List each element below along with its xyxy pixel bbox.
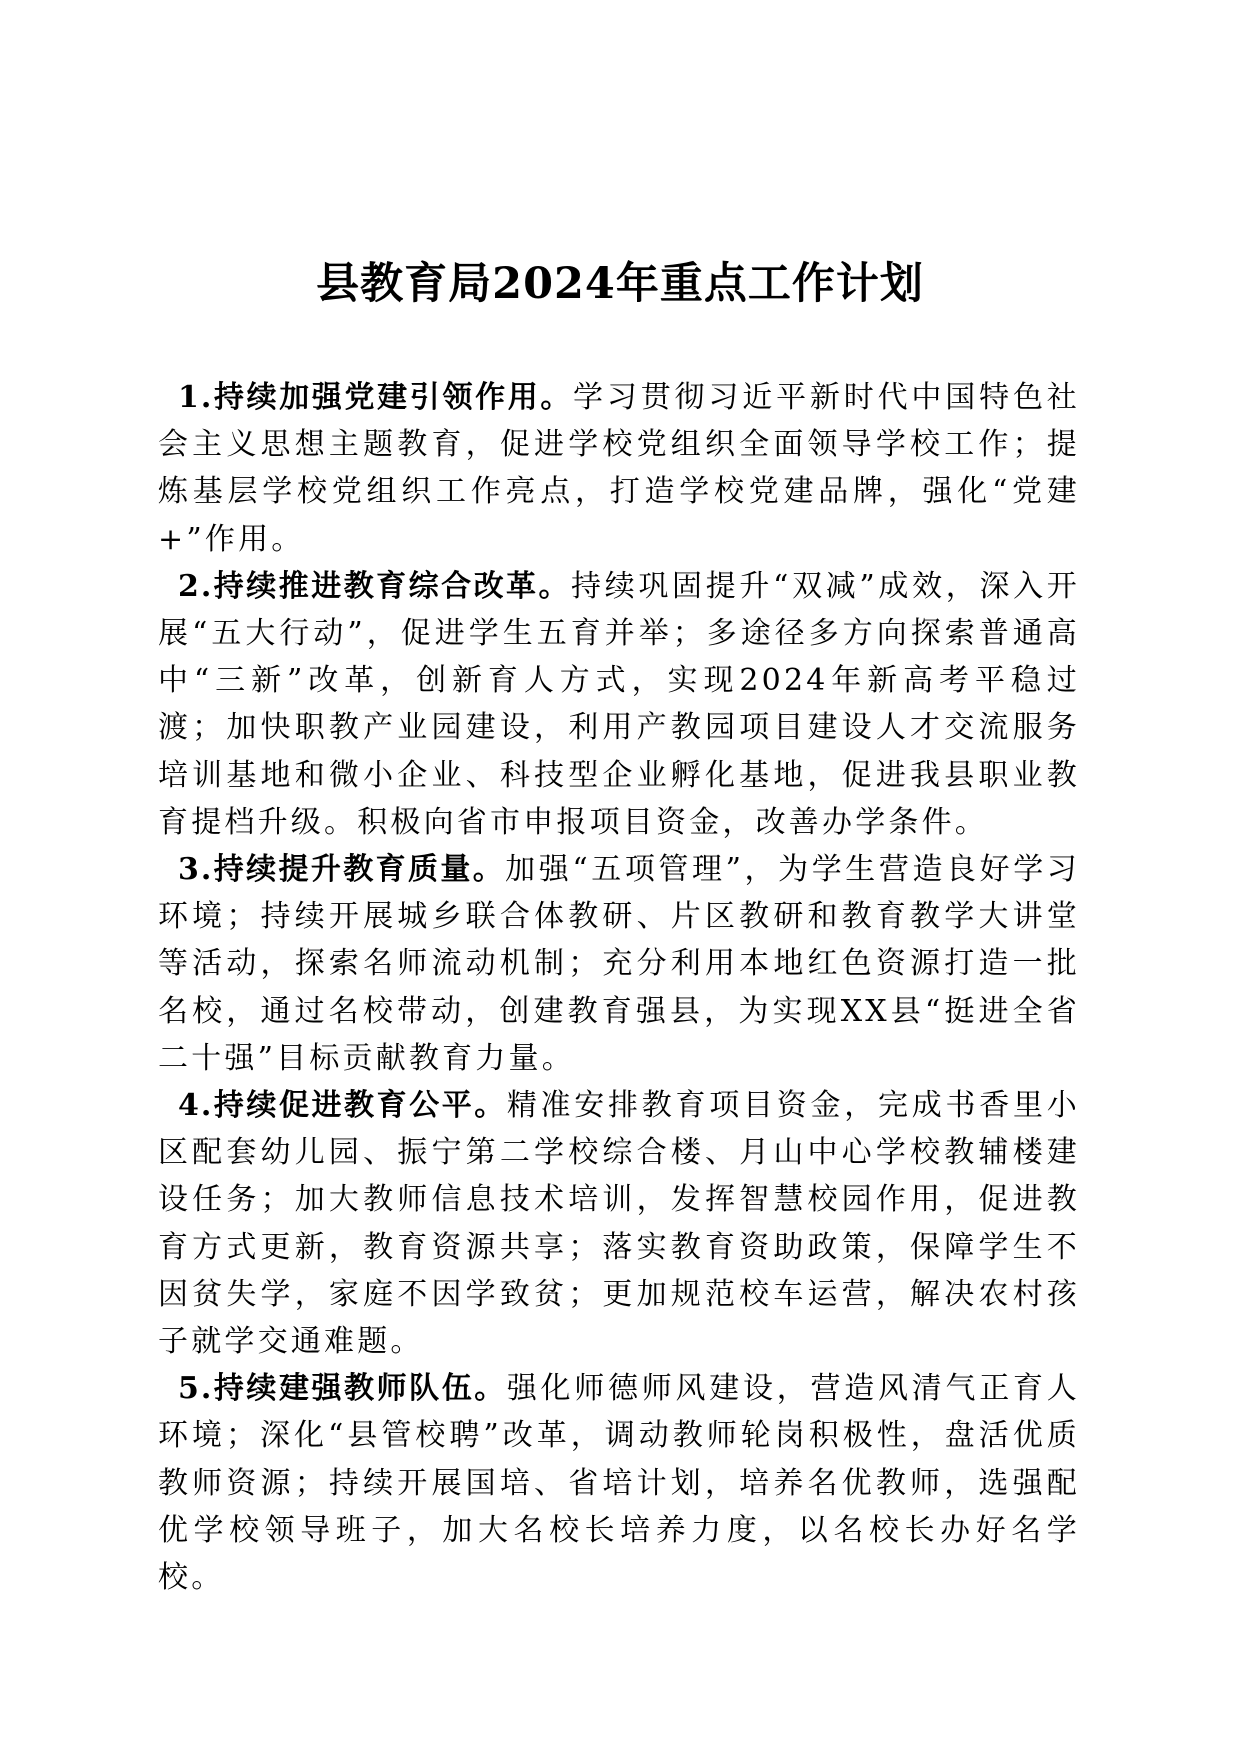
plan-item-2	[158, 563, 1080, 846]
plan-item-heading: 1.持续加强党建引领作用。	[178, 380, 574, 415]
plan-item-heading: 5.持续建强教师队伍。	[178, 1371, 507, 1407]
plan-item-body: 加强“五项管理”，为学生营造良好学习环境；持续开展城乡联合体教研、片区教研和教育教学大讲堂等活动，探索名师流动机制；充分利用本地红色资源打造一批名校，通过名校带动，创建教育强县，为实现XX县“挺进全省二十强”目标贡献教育力量。	[158, 852, 1080, 1076]
plan-item-heading: 2.持续推进教育综合改革。	[178, 568, 572, 604]
plan-item-body: 精准安排教育项目资金，完成书香里小区配套幼儿园、振宁第二学校综合楼、月山中心学校教辅楼建设任务；加大教师信息技术培训，发挥智慧校园作用，促进教育方式更新，教育资源共享；落实教育资助政策，保障学生不因贫失学，家庭不因学致贫；更加规范校车运营，解决农村孩子就学交通难题。	[158, 1088, 1080, 1360]
plan-item-4	[158, 1082, 1080, 1365]
plan-item-heading: 4.持续促进教育公平。	[178, 1088, 507, 1124]
plan-item-body: 持续巩固提升“双减”成效，深入开展“五大行动”，促进学生五育并举；多途径多方向探索普通高中“三新”改革，创新育人方式，实现2024年新高考平稳过渡；加快职教产业园建设，利用产教园项目建设人才交流服务培训基地和微小企业、科技型企业孵化基地，促进我县职业教育提档升级。积极向省市申报项目资金，改善办学条件。	[158, 568, 1080, 840]
document-body	[158, 374, 1080, 1601]
plan-item-3	[158, 846, 1080, 1082]
plan-item-5	[158, 1365, 1080, 1601]
plan-item-1	[158, 374, 1080, 563]
document-title: 县教育局2024年重点工作计划	[316, 259, 924, 309]
plan-item-body: 学习贯彻习近平新时代中国特色社会主义思想主题教育，促进学校党组织全面领导学校工作；提炼基层学校党组织工作亮点，打造学校党建品牌，强化“党建+”作用。	[158, 380, 1080, 557]
plan-item-heading: 3.持续提升教育质量。	[178, 852, 506, 888]
plan-item-body: 强化师德师风建设，营造风清气正育人环境；深化“县管校聘”改革，调动教师轮岗积极性，盘活优质教师资源；持续开展国培、省培计划，培养名优教师，选强配优学校领导班子，加大名校长培养力度，以名校长办好名学校。	[158, 1371, 1080, 1596]
